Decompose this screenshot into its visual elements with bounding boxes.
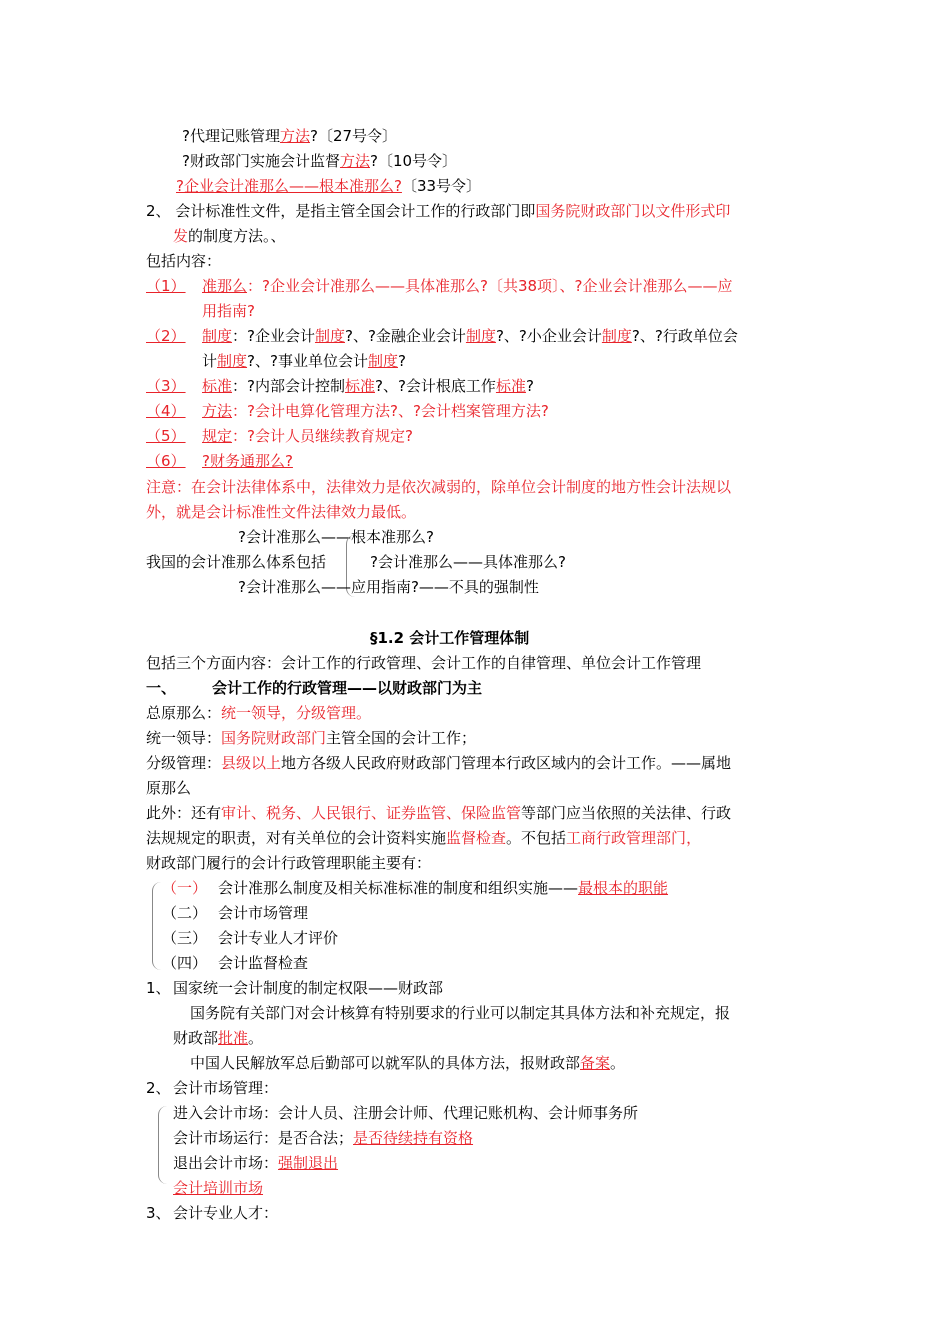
item-1-line-1: （1） 准那么：?企业会计准那么——具体准那么?〔共38项〕、?企业会计准那么——应 (146, 277, 733, 295)
unified-leadership: 统一领导：国务院财政部门主管全国的会计工作； (146, 729, 477, 747)
heading-1: 一、 会计工作的行政管理——以财政部门为主 (146, 679, 483, 697)
general-principle: 总原那么：统一领导，分级管理。 (146, 704, 372, 722)
item-3: （3） 标准：?内部会计控制标准?、?会计根底工作标准? (146, 377, 534, 395)
item-2-line-2: 计制度?、?事业单位会计制度? (202, 352, 406, 370)
duty-3: （三） 会计专业人才评价 (162, 929, 339, 947)
duties-heading: 财政部门履行的会计行政管理职能主要有： (146, 854, 432, 872)
system-label: 我国的会计准那么体系包括 (146, 553, 327, 571)
other-depts-line-2: 法规规定的职责，对有关单位的会计资料实施监督检查。不包括工商行政管理部门， (146, 829, 702, 847)
item-4: （4） 方法：?会计电算化管理方法?、?会计档案管理方法? (146, 402, 549, 420)
numbered-1-para-1: 国务院有关部门对会计核算有特别要求的行业可以制定其具体方法和补充规定，报 (190, 1004, 731, 1022)
system-line-guide: ?会计准那么——应用指南?——不具的强制性 (238, 578, 539, 596)
item-6: （6） ?财务通那么? (146, 452, 293, 470)
other-depts-line-1: 此外：还有审计、税务、人民银行、证券监管、保险监管等部门应当依照的关法律、行政 (146, 804, 732, 822)
regulation-line-1: ?代理记账管理方法?〔27号令〕 (182, 127, 398, 145)
duty-2: （二） 会计市场管理 (162, 904, 309, 922)
market-operation: 会计市场运行：是否合法；是否待续持有资格 (173, 1129, 474, 1147)
system-line-basic: ?会计准那么——根本准那么? (238, 528, 434, 546)
graded-management-line-1: 分级管理：县级以上地方各级人民政府财政部门管理本行政区域内的会计工作。——属地 (146, 754, 732, 772)
regulation-line-3: ?企业会计准那么——根本准那么?〔33号令〕 (176, 177, 482, 195)
market-exit: 退出会计市场：强制退出 (173, 1154, 339, 1172)
numbered-1-para-3: 中国人民解放军总后勤部可以就军队的具体方法，报财政部备案。 (190, 1054, 626, 1072)
numbered-1-para-2: 财政部批准。 (173, 1029, 264, 1047)
duties-brace (152, 882, 161, 970)
market-training: 会计培训市场 (173, 1179, 264, 1197)
section-title: §1.2 会计工作管理体制 (370, 629, 530, 647)
numbered-3: 3、 会计专业人才： (146, 1204, 279, 1222)
include-heading: 包括内容： (146, 252, 222, 270)
numbered-1: 1、 国家统一会计制度的制定权限——财政部 (146, 979, 444, 997)
item-2-line-1: （2） 制度：?企业会计制度?、?金融企业会计制度?、?小企业会计制度?、?行政单位会 (146, 327, 738, 345)
paragraph-2-line-1: 2、 会计标准性文件，是指主管全国会计工作的行政部门即国务院财政部门以文件形式印 (146, 202, 731, 220)
note-line-2: 外，就是会计标准性文件法律效力最低。 (146, 503, 417, 521)
duty-4: （四） 会计监督检查 (162, 954, 309, 972)
section-intro: 包括三个方面内容：会计工作的行政管理、会计工作的自律管理、单位会计工作管理 (146, 654, 702, 672)
market-entry: 进入会计市场：会计人员、注册会计师、代理记账机构、会计师事务所 (173, 1104, 639, 1122)
system-line-specific: ?会计准那么——具体准那么? (370, 553, 566, 571)
numbered-2: 2、 会计市场管理： (146, 1079, 279, 1097)
duty-1: （一） 会计准那么制度及相关标准标准的制度和组织实施——最根本的职能 (162, 879, 669, 897)
graded-management-line-2: 原那么 (146, 779, 192, 797)
note-line-1: 注意：在会计法律体系中，法律效力是依次减弱的，除单位会计制度的地方性会计法规以 (146, 478, 732, 496)
regulation-line-2: ?财政部门实施会计监督方法?〔10号令〕 (182, 152, 458, 170)
paragraph-2-line-2: 发的制度方法。、 (173, 227, 286, 245)
market-brace (158, 1106, 167, 1184)
item-5: （5） 规定：?会计人员继续教育规定? (146, 427, 413, 445)
item-1-line-2: 用指南? (202, 302, 255, 320)
